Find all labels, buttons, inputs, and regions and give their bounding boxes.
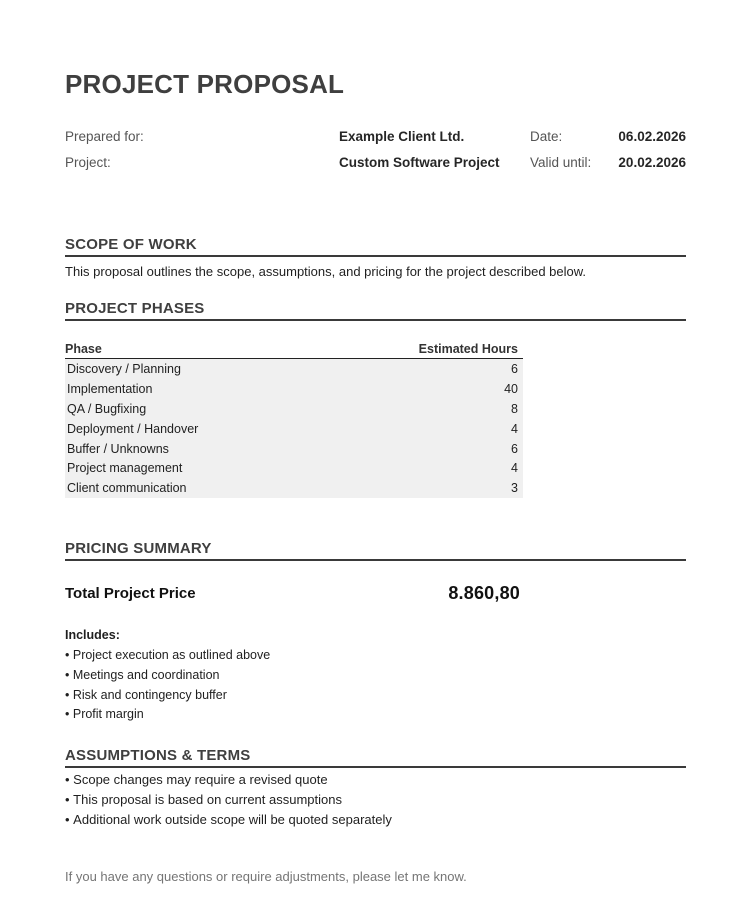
phases-table-header [65, 342, 523, 359]
assumptions-list-item: • This proposal is based on current assumptions [65, 790, 686, 810]
phase-cell: Client communication [67, 481, 187, 496]
includes-list [65, 646, 686, 725]
phases-section [65, 301, 686, 498]
includes-list-item: • Risk and contingency buffer [65, 686, 686, 706]
includes-list-item: • Project execution as outlined above [65, 646, 686, 666]
hours-cell: 4 [511, 461, 518, 476]
meta-value: Custom Software Project [339, 155, 500, 170]
phase-cell: Implementation [67, 381, 153, 396]
scope-section [65, 237, 686, 280]
assumptions-list [65, 770, 686, 830]
assumptions-list-item: • Scope changes may require a revised quote [65, 770, 686, 790]
meta-label: Project: [65, 155, 111, 170]
table-row [65, 419, 523, 439]
table-row [65, 478, 523, 498]
phase-cell: Buffer / Unknowns [67, 441, 169, 456]
hours-cell: 6 [511, 361, 518, 376]
assumptions-section [65, 748, 686, 830]
page-title: PROJECT PROPOSAL [65, 69, 345, 99]
meta-right-value: 06.02.2026 [618, 129, 686, 144]
includes-label: Includes: [65, 628, 120, 642]
pricing-heading: PRICING SUMMARY [65, 541, 686, 561]
meta-grid [65, 124, 686, 176]
meta-right-value: 20.02.2026 [618, 155, 686, 170]
table-row [65, 379, 523, 399]
phase-cell: Discovery / Planning [67, 361, 181, 376]
table-row [65, 458, 523, 478]
total-price-label: Total Project Price [65, 584, 196, 602]
column-header-hours: Estimated Hours [418, 342, 518, 356]
table-row [65, 399, 523, 419]
table-row [65, 359, 523, 379]
includes-list-item: • Profit margin [65, 705, 686, 725]
phases-heading: PROJECT PHASES [65, 301, 686, 321]
scope-heading: SCOPE OF WORK [65, 237, 686, 257]
table-row [65, 439, 523, 459]
phase-cell: Deployment / Handover [67, 421, 199, 436]
meta-right-label: Date: [530, 129, 563, 144]
phases-table [65, 342, 523, 498]
pricing-section [65, 541, 686, 725]
hours-cell: 3 [511, 481, 518, 496]
hours-cell: 8 [511, 401, 518, 416]
phases-table-body [65, 359, 523, 498]
includes-list-item: • Meetings and coordination [65, 666, 686, 686]
total-price-row [65, 583, 520, 603]
meta-value: Example Client Ltd. [339, 129, 465, 144]
hours-cell: 40 [504, 381, 518, 396]
phase-cell: QA / Bugfixing [67, 401, 147, 416]
phase-cell: Project management [67, 461, 183, 476]
hours-cell: 6 [511, 441, 518, 456]
meta-right-label: Valid until: [530, 155, 592, 170]
column-header-phase: Phase [65, 342, 102, 356]
footer-note: If you have any questions or require adjustments, please let me know. [65, 869, 467, 884]
scope-text: This proposal outlines the scope, assumptions, and pricing for the project described below. [65, 264, 587, 279]
total-price-value: 8.860,80 [448, 582, 520, 603]
assumptions-heading: ASSUMPTIONS & TERMS [65, 748, 686, 768]
assumptions-list-item: • Additional work outside scope will be quoted separately [65, 810, 686, 830]
meta-label: Prepared for: [65, 129, 144, 144]
hours-cell: 4 [511, 421, 518, 436]
